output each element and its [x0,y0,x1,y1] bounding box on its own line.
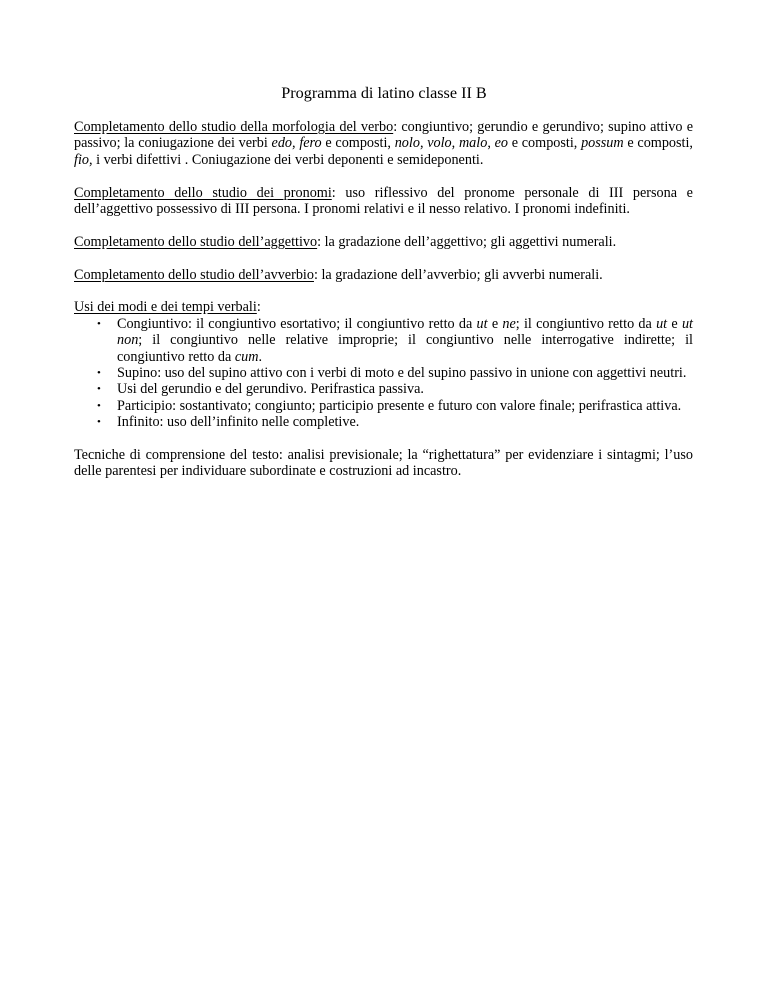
text-run: ; il congiuntivo nelle relative improprie; il congiuntivo nelle interrogative indirette; il congiuntivo retto da [117,332,693,365]
list-item-gerundio [74,381,693,397]
text-run: : la gradazione dell’avverbio; gli avverbi numerali. [313,266,603,283]
page-title: Programma di latino classe II B [281,84,487,102]
paragraph-adjective [74,234,693,250]
latin-term: eo [494,135,508,152]
latin-term: cum [234,348,259,365]
bullet-icon: • [97,317,101,330]
latin-term: ut non [117,315,693,349]
paragraph-pronouns [74,185,693,218]
text-run: e [487,315,503,332]
text-run: Supino: uso del supino attivo con i verbi di moto e del supino passivo in unione con aggettivi neutri. [117,365,687,382]
section-heading-adjective: Completamento dello studio dell’aggettivo [74,233,318,250]
list-item-infinito [74,414,693,430]
text-run: e composti, [623,135,693,152]
text-run: Usi del gerundio e del gerundivo. Perifrastica passiva. [117,381,424,398]
latin-term: edo [271,135,293,152]
text-run: Infinito: uso dell’infinito nelle completive. [117,414,360,431]
section-heading-verb: Completamento dello studio della morfologia del verbo [74,119,394,135]
text-run: e composti, [508,135,582,152]
text-run: Congiuntivo: il congiuntivo esortativo; il congiuntivo retto da [117,315,477,332]
latin-term: malo [458,135,488,152]
document-body [74,119,693,496]
text-run: e composti, [321,135,395,152]
text-run: : la gradazione dell’aggettivo; gli aggettivi numerali. [317,233,617,250]
modes-list [74,316,693,431]
latin-term: ut [656,315,668,332]
bullet-icon: • [97,383,101,396]
text-run: , [292,135,300,152]
bullet-icon: • [97,416,101,429]
section-heading-pronouns: Completamento dello studio dei pronomi [74,184,332,201]
latin-term: ut [476,315,488,332]
text-run: , [487,135,495,152]
paragraph-techniques: Tecniche di comprensione del testo: analisi previsionale; la “righettatura” per evidenziare i sintagmi; l’uso delle parentesi per individuare subordinate e costruzioni ad incastro. [74,447,693,480]
bullet-icon: • [97,399,101,412]
text-run: : [256,299,261,316]
latin-term: possum [581,135,624,152]
latin-term: fio [74,151,89,168]
section-heading-adverb: Completamento dello studio dell’avverbio [74,266,314,283]
latin-term: fero [299,135,322,152]
text-run: : uso riflessivo del pronome personale di III persona e dell’aggettivo possessivo di III persona. I pronomi relativi e il nesso relativo. I pronomi indefiniti. [74,184,693,218]
paragraph-verb-morphology [74,119,693,168]
latin-term: nolo [394,135,420,152]
section-heading-modes: Usi dei modi e dei tempi verbali [74,299,257,316]
text-run: Participio: sostantivato; congiunto; participio presente e futuro con valore finale; perifrastica attiva. [117,397,682,414]
text-run: , [451,135,459,152]
text-run: ; il congiuntivo retto da [515,315,657,332]
list-item-supino [74,365,693,381]
latin-term: ne [502,315,516,332]
list-item-participio [74,398,693,414]
bullet-icon: • [97,367,101,380]
text-run: , i verbi difettivi . Coniugazione dei verbi deponenti e semideponenti. [88,151,484,168]
text-run: . [258,348,262,365]
text-run: e [667,315,682,332]
list-item-congiuntivo [74,316,693,365]
paragraph-adverb [74,267,693,283]
text-run: , [419,135,428,152]
paragraph-modes-heading [74,299,693,315]
text-run: : congiuntivo; gerundio e gerundivo; supino attivo e passivo; la coniugazione dei verbi [74,119,693,152]
latin-term: volo [427,135,452,152]
